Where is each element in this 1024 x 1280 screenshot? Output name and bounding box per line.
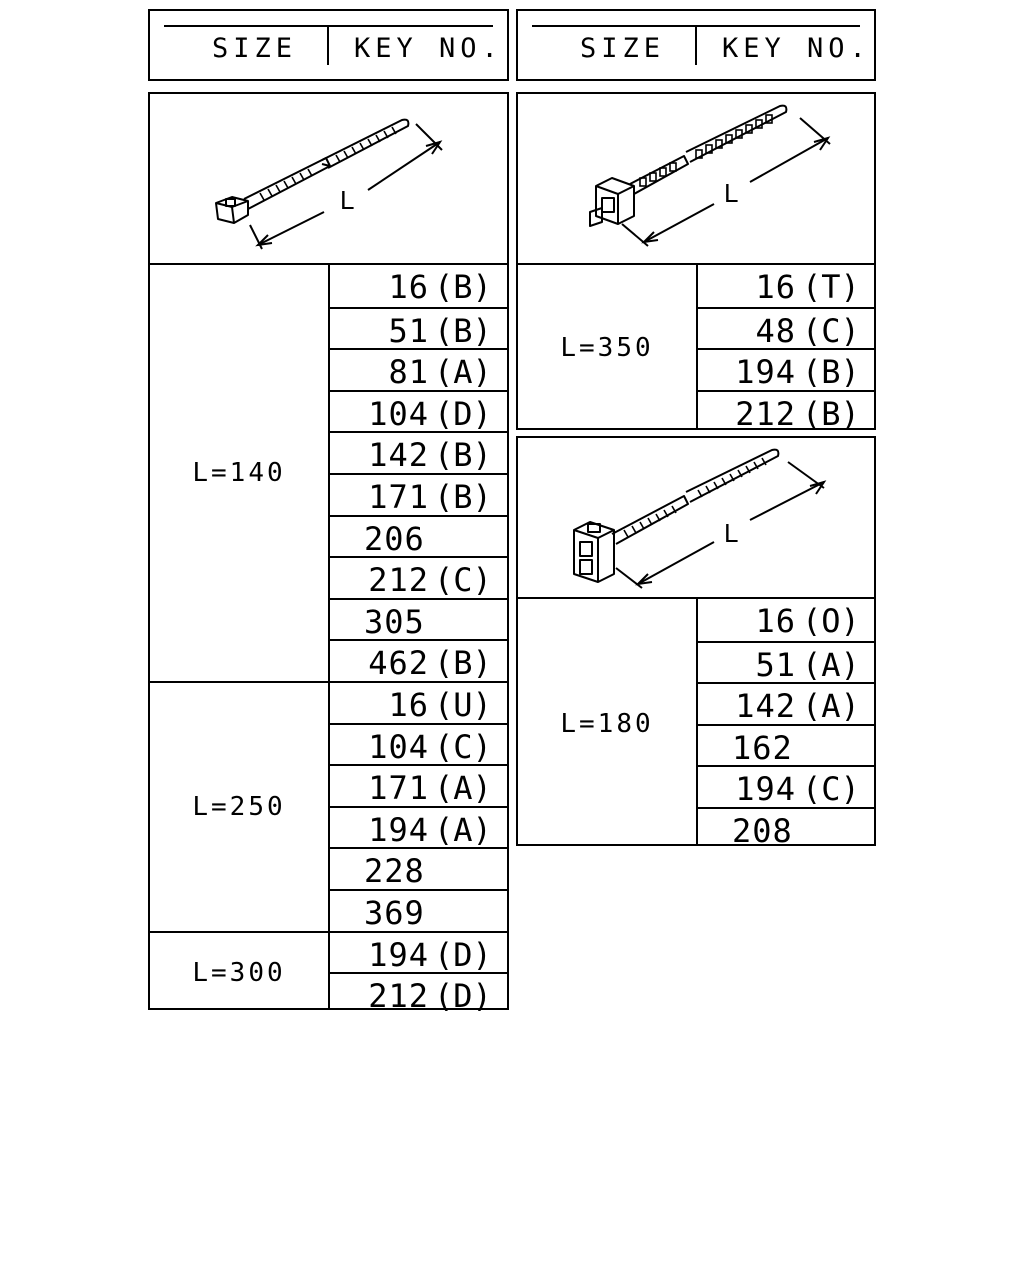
key-variant: (B) [434,268,492,306]
cable-tie-a-svg [150,94,507,263]
key-number: 16 [755,268,796,306]
key-number: 305 [364,602,425,641]
header-divider [327,27,329,65]
key-no-row [328,639,507,681]
key-no-row [696,724,874,766]
key-variant: (A) [434,769,492,808]
size-cell [518,265,696,431]
key-number: 462 [368,644,429,683]
key-no-row [328,764,507,806]
size-value: L=350 [560,333,654,364]
key-number: 194 [368,810,429,849]
key-number: 228 [364,852,425,891]
key-variant: (T) [802,268,860,306]
key-variant: (A) [802,687,860,726]
key-no-row [328,265,507,307]
left-parts-block [148,92,509,1016]
dimension-line-c [616,462,824,588]
key-number: 212 [735,394,796,433]
key-no-row [696,390,874,432]
key-no-row [328,806,507,848]
key-number: 16 [388,268,429,306]
key-no-row [328,598,507,640]
key-variant: (A) [434,810,492,849]
strap-teeth-b [640,115,772,186]
key-number: 208 [732,812,793,850]
key-number: 51 [755,645,796,684]
right-parts-block-top [516,92,876,433]
key-no-row [328,681,507,723]
key-variant: (C) [434,561,492,600]
key-no-column-header: KEY NO. [722,33,871,64]
key-no-column-header: KEY NO. [354,33,503,64]
key-variant: (A) [434,353,492,392]
key-variant: (B) [802,353,860,392]
key-number: 142 [368,436,429,475]
size-cell [150,931,328,1014]
key-variant: (B) [434,478,492,516]
key-number: 194 [368,935,429,974]
key-number: 212 [368,977,429,1016]
key-number: 104 [368,727,429,766]
key-no-row [696,641,874,683]
key-number: 16 [755,602,796,640]
key-variant: (B) [434,436,492,475]
size-value: L=140 [192,458,286,488]
key-no-row [696,348,874,390]
strap-teeth-c [624,458,766,537]
key-no-row [328,431,507,473]
key-no-row [696,599,874,641]
key-variant: (A) [802,645,860,684]
key-no-row [696,682,874,724]
key-variant: (B) [434,644,492,683]
cable-tie-illustration-b [518,94,874,265]
key-no-row [328,556,507,598]
key-number: 171 [368,769,429,808]
key-no-row [328,473,507,515]
key-number: 212 [368,561,429,600]
key-variant: (U) [434,686,492,724]
key-no-row [328,348,507,390]
cable-tie-illustration-c [518,438,874,599]
key-number: 206 [364,519,425,558]
header-divider [695,27,697,65]
size-value: L=250 [192,791,286,822]
key-no-row [696,807,874,849]
key-number: 162 [732,728,793,767]
key-no-row [696,765,874,807]
key-no-row [328,889,507,931]
dimension-label-c: L [724,518,739,548]
size-column-header: SIZE [212,33,298,64]
key-variant: (C) [802,311,860,350]
key-variant: (D) [434,935,492,974]
key-no-row [328,515,507,557]
key-no-row [328,847,507,889]
header-right [516,9,876,81]
key-number: 104 [368,394,429,433]
key-number: 16 [388,686,429,724]
size-cell [150,681,328,931]
right-parts-block-bottom [516,436,876,850]
key-variant: (C) [802,770,860,809]
key-no-row [328,723,507,765]
key-no-row [328,307,507,349]
key-no-row [696,307,874,349]
key-no-row [696,265,874,307]
key-number: 51 [388,311,429,350]
key-no-row [328,931,507,973]
header-left [148,9,509,81]
key-variant: (C) [434,727,492,766]
key-variant: (B) [802,394,860,433]
size-cell [150,265,328,681]
dimension-label-b: L [724,178,739,208]
key-variant: (D) [434,977,492,1016]
key-number: 369 [364,894,425,932]
key-variant: (D) [434,394,492,433]
key-number: 171 [368,478,429,516]
key-number: 194 [735,353,796,392]
key-no-row [328,972,507,1014]
size-cell [518,599,696,849]
cable-tie-b-svg [518,94,874,263]
size-column-header: SIZE [580,33,666,64]
dimension-label-a: L [340,185,355,215]
cable-tie-c-svg [518,438,874,597]
key-number: 48 [755,311,796,350]
key-number: 194 [735,770,796,809]
key-variant: (B) [434,311,492,350]
key-number: 142 [735,687,796,726]
key-number: 81 [388,353,429,392]
size-value: L=180 [560,708,654,739]
size-value: L=300 [192,958,286,989]
cable-tie-illustration-a [150,94,507,265]
key-no-row [328,390,507,432]
key-variant: (O) [802,602,860,640]
